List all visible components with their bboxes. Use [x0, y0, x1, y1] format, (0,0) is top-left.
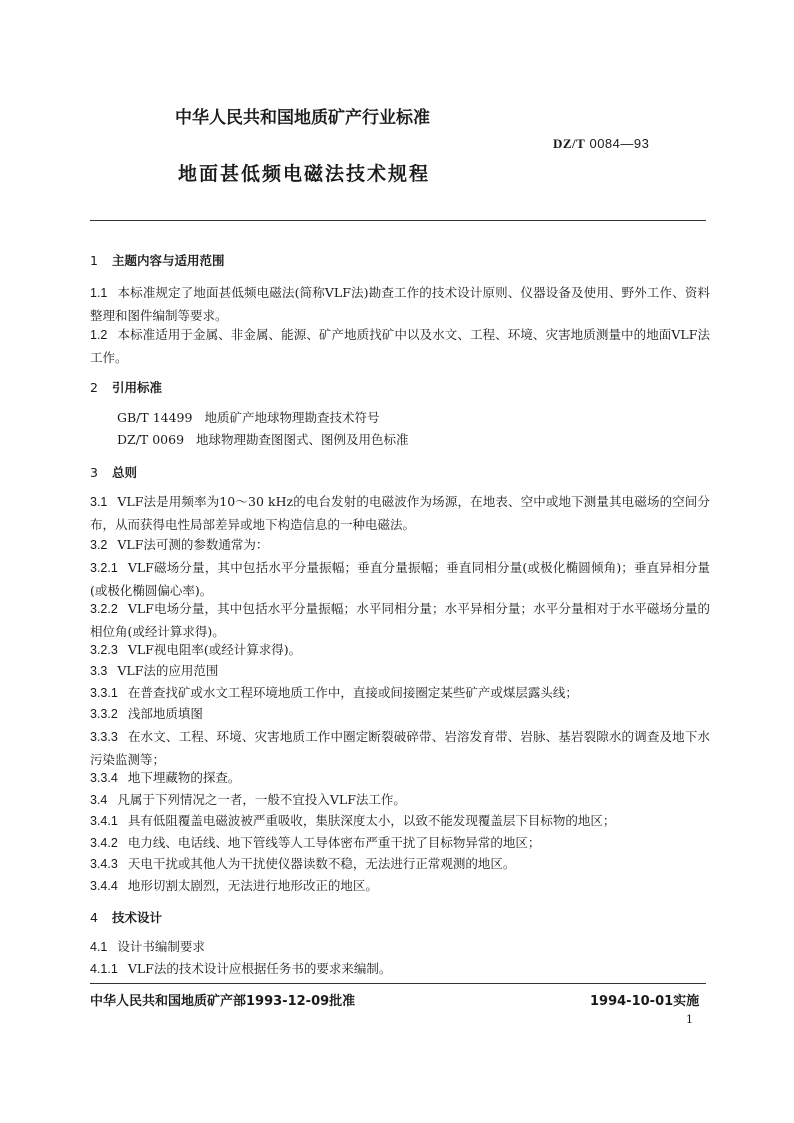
clause-text: VLF法是用频率为10～30 kHz的电台发射的电磁波作为场源，在地表、空中或地下测量其电磁场的空间分布，从而获得电性局部差异或地下构造信息的一种电磁法。: [90, 494, 710, 532]
clause-number: 3.4: [90, 793, 108, 807]
clause-3-3-2: [90, 704, 203, 722]
clause-number: 3.3.2: [90, 707, 118, 721]
section-title: 技术设计: [111, 910, 162, 925]
reference-title: 地质矿产地球物理勘查技术符号: [204, 410, 380, 425]
section-number: 1: [90, 253, 98, 268]
clause-text: VLF磁场分量，其中包括水平分量振幅；垂直分量振幅；垂直同相分量(或极化椭圆倾角)；垂直异相分量(或极化椭圆偏心率)。: [90, 560, 710, 598]
clause-number: 3.1: [90, 495, 108, 509]
clause-text: 浅部地质填图: [127, 706, 203, 721]
clause-number: 1.1: [90, 286, 108, 300]
clause-number: 4.1.1: [90, 962, 118, 976]
clause-3-2-3: [90, 640, 301, 658]
clause-1-1: [90, 282, 710, 326]
clause-3-4: [90, 790, 406, 808]
section-number: 4: [90, 910, 98, 925]
clause-3-2-1: [90, 557, 710, 601]
clause-text: VLF法可测的参数通常为：: [117, 537, 269, 552]
clause-3-3-4: [90, 768, 240, 786]
clause-number: 4.1: [90, 940, 108, 954]
clause-number: 1.2: [90, 328, 108, 342]
footer-divider: [90, 983, 706, 984]
clause-text: VLF法的技术设计应根据任务书的要求来编制。: [127, 961, 392, 976]
reference-title: 地球物理勘查图图式、图例及用色标准: [196, 432, 409, 447]
clause-1-2: [90, 324, 710, 368]
section-1-heading: [90, 251, 224, 269]
clause-3-4-4: [90, 876, 378, 894]
clause-4-1: [90, 937, 205, 955]
section-2-heading: [90, 378, 162, 396]
clause-number: 3.2.1: [90, 561, 118, 575]
clause-text: 地形切割太剧烈，无法进行地形改正的地区。: [127, 878, 378, 893]
section-title: 总则: [111, 465, 137, 480]
clause-text: VLF电场分量，其中包括水平分量振幅；水平同相分量；水平异相分量；水平分量相对于水平磁场分量的相位角(或经计算求得)。: [90, 601, 710, 639]
clause-number: 3.3.1: [90, 686, 118, 700]
approval-note: 中华人民共和国地质矿产部1993-12-09批准: [90, 994, 356, 1009]
clause-text: 凡属于下列情况之一者，一般不宜投入VLF法工作。: [117, 792, 406, 807]
section-number: 3: [90, 465, 98, 480]
reference-item: [117, 430, 409, 448]
reference-code: DZ/T 0069: [117, 432, 185, 447]
clause-number: 3.4.3: [90, 857, 118, 871]
clause-number: 3.2: [90, 538, 108, 552]
clause-number: 3.3: [90, 664, 108, 678]
clause-text: 具有低阻覆盖电磁波被严重吸收，集肤深度太小，以致不能发现覆盖层下目标物的地区；: [127, 813, 616, 828]
section-title: 主题内容与适用范围: [111, 253, 225, 268]
clause-number: 3.2.3: [90, 643, 118, 657]
reference-code: GB/T 14499: [117, 410, 193, 425]
standard-code-prefix: DZ/T: [553, 136, 586, 151]
clause-text: 在普查找矿或水文工程环境地质工作中，直接或间接圈定某些矿产或煤层露头线；: [127, 685, 578, 700]
clause-number: 3.3.4: [90, 771, 118, 785]
clause-3-2: [90, 535, 268, 553]
clause-3-4-3: [90, 854, 515, 872]
section-4-heading: [90, 908, 162, 926]
section-3-heading: [90, 463, 137, 481]
standard-title: 中华人民共和国地质矿产行业标准: [175, 108, 430, 128]
document-title: 地面甚低频电磁法技术规程: [178, 163, 431, 185]
clause-text: 本标准规定了地面甚低频电磁法(简称VLF法)勘查工作的技术设计原则、仪器设备及使用、野外工作、资料整理和图件编制等要求。: [90, 285, 710, 323]
clause-3-2-2: [90, 598, 710, 642]
reference-item: [117, 408, 379, 426]
clause-text: 电力线、电话线、地下管线等人工导体密布严重干扰了目标物异常的地区；: [127, 835, 541, 850]
clause-number: 3.3.3: [90, 730, 118, 744]
clause-4-1-1: [90, 959, 391, 977]
clause-number: 3.4.1: [90, 814, 118, 828]
section-title: 引用标准: [111, 380, 162, 395]
header-divider: [90, 220, 706, 221]
clause-3-4-1: [90, 811, 615, 829]
clause-number: 3.4.4: [90, 879, 118, 893]
clause-text: VLF视电阻率(或经计算求得)。: [127, 642, 302, 657]
clause-text: 地下埋藏物的探查。: [127, 770, 241, 785]
clause-text: VLF法的应用范围: [117, 663, 219, 678]
standard-code-number: 0084—93: [589, 136, 650, 151]
clause-text: 设计书编制要求: [117, 939, 205, 954]
clause-text: 天电干扰或其他人为干扰使仪器读数不稳，无法进行正常观测的地区。: [127, 856, 516, 871]
section-number: 2: [90, 380, 98, 395]
clause-3-3: [90, 661, 218, 679]
page-number: 1: [686, 1013, 693, 1026]
clause-text: 在水文、工程、环境、灾害地质工作中圈定断裂破碎带、岩溶发育带、岩脉、基岩裂隙水的调查及地下水污染监测等；: [90, 729, 710, 767]
clause-number: 3.4.2: [90, 836, 118, 850]
clause-number: 3.2.2: [90, 602, 118, 616]
clause-3-3-3: [90, 726, 710, 770]
clause-3-4-2: [90, 833, 540, 851]
standard-code: [553, 136, 649, 152]
clause-text: 本标准适用于金属、非金属、能源、矿产地质找矿中以及水文、工程、环境、灾害地质测量中的地面VLF法工作。: [90, 327, 710, 365]
clause-3-1: [90, 491, 710, 535]
clause-3-3-1: [90, 683, 578, 701]
effective-date: 1994-10-01实施: [590, 994, 700, 1009]
